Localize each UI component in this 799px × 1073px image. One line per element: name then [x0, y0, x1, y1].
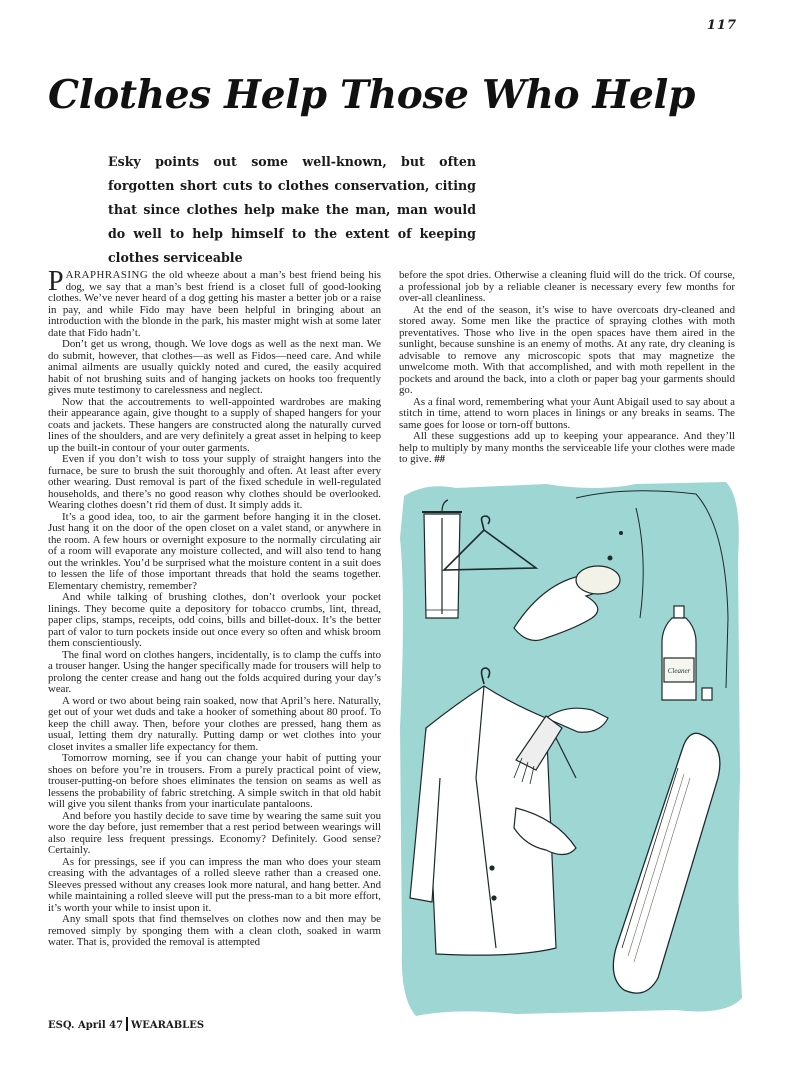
lead-text: the old wheeze about a man’s best friend being his dog, we say that a man’s best friend is a closet full of good-looking clothes. We’ve never heard of a dog getting his master a better job or a raise in pay, and while Fido may have been helpful in bringing about an introduction with the blonde in the park, his master might wish at some later date that Fido hadn’t.: [48, 269, 381, 339]
paragraph-continued: before the spot dries. Otherwise a cleaning fluid will do the trick. Of course, a professional job by a reliable cleaner is necessary every few months for over-all cleanliness.: [399, 269, 735, 304]
bottle-label: Cleaner: [667, 667, 691, 675]
paragraph: Any small spots that find themselves on clothes now and then may be removed simply by sponging them with a clean cloth, soaked in warm water. That is, provided the removal is attempted: [48, 913, 381, 948]
paragraph: Don’t get us wrong, though. We love dogs as well as the next man. We do submit, however, that clothes—as well as Fidos—need care. And while animal ailments are usually quickly noted and cured, the easily acquired habit of not brushing suits and of hanging jackets on hooks too frequently gives mute testimony to carelessness and neglect.: [48, 338, 381, 396]
footer-section: WEARABLES: [131, 1020, 205, 1031]
paragraph: At the end of the season, it’s wise to have overcoats dry-cleaned and stored away. Some men like the practice of spraying clothes with moth preventatives. Those who live in the open spaces have them aired in the sunlight, because sunshine is an enemy of moths. At any rate, dry cleaning is advisable to remove any microscopic spots that may magnetize the unwelcome moth. With that accomplished, and with moth repellent in the pockets and around the back, into a cloth or paper bag your garments should go.: [399, 303, 735, 396]
paragraph: And before you hastily decide to save time by wearing the same suit you wore the day before, just remember that a rest period between wearings will also require less frequent pressings. Economy? Definitely. Good sense? Certainly.: [48, 809, 381, 856]
page-number: 117: [706, 18, 737, 33]
paragraph-final: [399, 431, 735, 466]
lead-smallcaps: ARAPHRASING: [65, 269, 149, 281]
final-text: All these suggestions add up to keeping your appearance. And they’ll help to multiply by many months the serviceable life your clothes were made to give.: [399, 430, 735, 465]
paragraph: A word or two about being rain soaked, now that April’s here. Naturally, get out of your wet duds and take a hooker of something about 80 proof. To keep the chill away. Then, before your clothes are pressed, hang them as usual, letting them dry naturally. Putting damp or wet clothes into your closet invites a smaller life expectancy for them.: [48, 694, 381, 753]
paragraph: Tomorrow morning, see if you can change your habit of putting your shoes on before you’re in trousers. From a purely practical point of view, trouser-putting-on before shoes eliminates the tension on seams as well as lessens the probability of fabric stretching. A simple switch in that old habit will give you silent thanks from your inarticulate pantaloons.: [48, 752, 381, 810]
paragraph: It’s a good idea, too, to air the garment before hanging it in the closet. Just hang it on the door of the open closet on a valet stand, or anywhere in the room. A few hours or overnight exposure to the normally circulating air of a room will evaporate any moisture collected, and will also tend to hang out the wrinkles. You’d be surprised what the moisture content in a suit does to lessen the life of those important threads that hold the seams together. Elementary chemistry, remember?: [48, 510, 381, 592]
footer-issue: ESQ. April 47: [48, 1020, 124, 1031]
end-mark: ##: [434, 453, 446, 465]
paragraph: Even if you don’t wish to toss your supply of straight hangers into the furnace, be sure to brush the suit thoroughly and often. At least after every other wearing. Dust removal is part of the fixed schedule in well-regulated households, and there’s no good reason why clothes should be overlooked. Wearing clothes doesn’t rid them of dust. It simply adds it.: [48, 453, 381, 511]
article-deck: Esky points out some well-known, but often forgotten short cuts to clothes conservation, citing that since clothes help make the man, man would do well to help himself to the extent of keeping clothes serviceable: [108, 154, 476, 265]
page-footer: [48, 1017, 204, 1031]
paragraph-lead: [48, 266, 381, 339]
body-column-left: [48, 266, 381, 949]
body-column-right: [399, 270, 735, 466]
paragraph: The final word on clothes hangers, incidentally, is to clamp the cuffs into a trouser hanger. Using the hanger specifically made for trousers will help to prolong the center crease and hang out the folds acquired during your day’s wear.: [48, 648, 381, 695]
paragraph: As for pressings, see if you can impress the man who does your steam creasing with the advantages of a rolled sleeve rather than a creased one. Sleeves pressed without any creases look more natural, and hang better. And while maintaining a rolled sleeve will put the press-man to a bit more effort, it’s worth your while to insist upon it.: [48, 855, 381, 914]
paragraph: And while talking of brushing clothes, don’t overlook your pocket linings. They become quite a depository for tobacco crumbs, lint, thread, paper clips, stamps, receipts, odd coins, bills and billet-doux. It’s the better part of valor to turn pockets inside out once every so often and whisk broom them conscientiously.: [48, 591, 381, 649]
paragraph: Now that the accoutrements to well-appointed wardrobes are making their appearance again, give thought to a supply of shaped hangers for your coats and jackets. These hangers are constructed along the naturally curved lines of the shoulders, and are very definitely a great asset in helping to keep up the built-in contour of your outer garments.: [48, 395, 381, 454]
drop-cap: P: [48, 266, 64, 297]
footer-divider: [126, 1017, 128, 1031]
paragraph: As a final word, remembering what your Aunt Abigail used to say about a stitch in time, attend to worn places in linings or any breaks in seams. The same goes for loose or torn-off buttons.: [399, 395, 735, 431]
article-title: Clothes Help Those Who Help: [48, 72, 696, 118]
clothes-care-illustration: [396, 478, 744, 1018]
